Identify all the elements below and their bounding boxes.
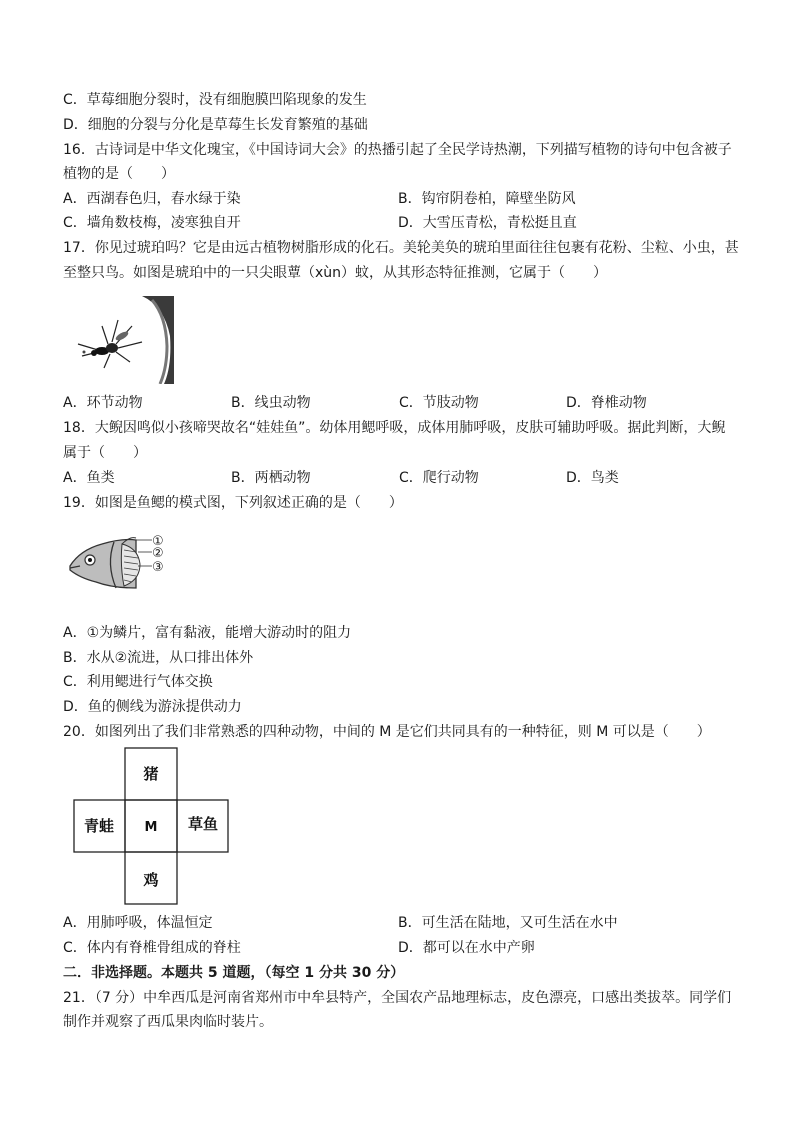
q17-option-c[interactable]: C．节肢动物 [399,395,479,411]
amber-insect-figure [72,296,174,384]
gill-label-2: ② [152,546,164,561]
cross-left-frog: 青蛙 [83,817,115,835]
cross-center-m: M [144,820,158,835]
q20-option-a[interactable]: A．用肺呼吸，体温恒定 [63,915,213,931]
q16-option-b[interactable]: B．钩帘阴卷柏，障壁坐防风 [398,191,576,207]
cross-right-carp: 草鱼 [187,815,219,833]
q18-stem-line1: 18．大鲵因鸣似小孩啼哭故名“娃娃鱼”。幼体用鳃呼吸，成体用肺呼吸，皮肤可辅助呼吸。据此判断，大鲵 [63,420,726,436]
q19-option-a[interactable]: A．①为鳞片，富有黏液，能增大游动时的阻力 [63,625,352,641]
q20-option-c[interactable]: C．体内有脊椎骨组成的脊柱 [63,940,241,956]
animal-cross-diagram [73,747,229,905]
fish-gill-figure [66,530,184,592]
q16-option-d[interactable]: D．大雪压青松，青松挺且直 [398,215,577,231]
q21-stem-line1: 21．（7 分）中牟西瓜是河南省郑州市中牟县特产，全国农产品地理标志，皮色漂亮，口感出类拔萃。同学们 [63,990,732,1006]
q15-option-c: C．草莓细胞分裂时，没有细胞膜凹陷现象的发生 [63,92,367,108]
q17-stem-line2: 至整只鸟。如图是琥珀中的一只尖眼蕈（xùn）蚊，从其形态特征推测，它属于（ ） [63,265,608,281]
cross-top-pig: 猪 [143,765,159,783]
section-2-heading: 二．非选择题。本题共 5 道题，（每空 1 分共 30 分） [63,965,405,981]
q18-option-d[interactable]: D．鸟类 [566,470,619,486]
q18-stem-line2: 属于（ ） [63,445,147,461]
q17-option-a[interactable]: A．环节动物 [63,395,143,411]
q19-stem: 19．如图是鱼鳃的模式图，下列叙述正确的是（ ） [63,495,403,511]
q21-stem-line2: 制作并观察了西瓜果肉临时装片。 [63,1014,273,1030]
q18-option-c[interactable]: C．爬行动物 [399,470,479,486]
q17-stem-line1: 17．你见过琥珀吗？它是由远古植物树脂形成的化石。美轮美奂的琥珀里面往往包裹有花粉、尘粒、小虫，甚 [63,240,739,256]
cross-bottom-chicken: 鸡 [143,871,159,889]
q16-option-a[interactable]: A．西湖春色归，春水绿于染 [63,191,241,207]
q19-option-c[interactable]: C．利用鳃进行气体交换 [63,674,213,690]
q19-option-b[interactable]: B．水从②流进，从口排出体外 [63,650,254,666]
q20-option-b[interactable]: B．可生活在陆地，又可生活在水中 [398,915,618,931]
q18-option-b[interactable]: B．两栖动物 [231,470,311,486]
q17-option-b[interactable]: B．线虫动物 [231,395,311,411]
gill-label-1: ① [152,534,164,549]
gill-label-3: ③ [152,560,164,575]
q19-option-d[interactable]: D．鱼的侧线为游泳提供动力 [63,699,242,715]
q15-option-d: D．细胞的分裂与分化是草莓生长发育繁殖的基础 [63,117,368,133]
q20-stem: 20．如图列出了我们非常熟悉的四种动物，中间的 M 是它们共同具有的一种特征，则 M 可以是（ ） [63,724,711,740]
q16-option-c[interactable]: C．墙角数枝梅，凌寒独自开 [63,215,241,231]
q18-option-a[interactable]: A．鱼类 [63,470,115,486]
q16-stem-line2: 植物的是（ ） [63,166,175,182]
q16-stem-line1: 16．古诗词是中华文化瑰宝，《中国诗词大会》的热播引起了全民学诗热潮，下列描写植物的诗句中包含被子 [63,142,732,158]
q20-option-d[interactable]: D．都可以在水中产卵 [398,940,535,956]
q17-option-d[interactable]: D．脊椎动物 [566,395,647,411]
